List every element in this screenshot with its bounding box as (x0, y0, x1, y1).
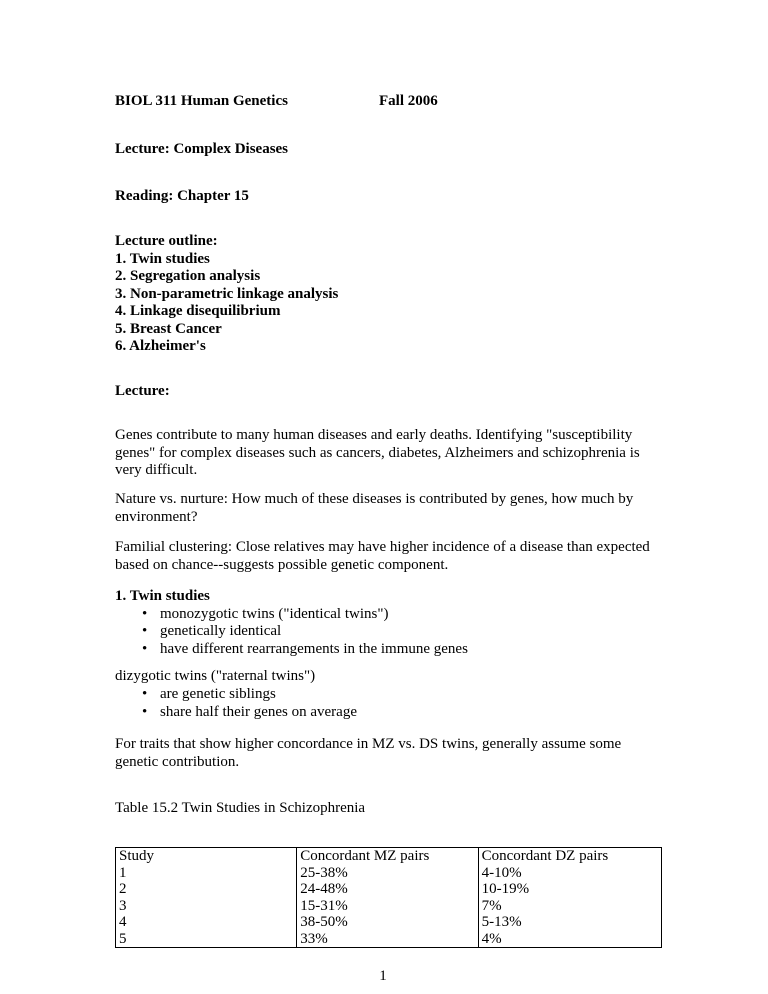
table-cell-value: 24-48% (300, 881, 348, 897)
outline-heading: Lecture outline: (115, 233, 218, 249)
bullet-item: • share half their genes on average (142, 704, 660, 722)
lecture-title: Lecture: Complex Diseases (115, 141, 289, 157)
outline-item: 6. Alzheimer's (115, 338, 206, 354)
table-cell (297, 848, 478, 948)
bullet-item: • genetically identical (142, 623, 660, 641)
table-cell (116, 848, 297, 948)
table-cell-value: 3 (119, 897, 127, 914)
section-twin-studies (115, 588, 660, 658)
table-cell-value: 25-38% (300, 864, 348, 881)
table-cell-value: 10-19% (481, 881, 530, 897)
course-title: BIOL 311 Human Genetics (115, 93, 288, 109)
table-cell-value: 7% (481, 897, 502, 914)
dz-bullet-list (115, 686, 660, 721)
table-cell-value: 5-13% (481, 914, 522, 930)
paragraph-2: Nature vs. nurture: How much of these diseases is contributed by genes, how much by environment? (115, 491, 634, 525)
paragraph-1: Genes contribute to many human diseases and early deaths. Identifying "susceptibility genes" for complex diseases such as cancers, diabetes, Alzheimers and schizophrenia is very difficult. (115, 427, 640, 478)
outline-list (115, 251, 660, 356)
outline-item: 2. Segregation analysis (115, 268, 261, 284)
mz-bullet-list (115, 606, 660, 659)
outline-item: 5. Breast Cancer (115, 320, 222, 337)
outline-item: 4. Linkage disequilibrium (115, 303, 281, 319)
dz-block (115, 668, 660, 686)
term-label: Fall 2006 (379, 93, 438, 109)
paragraph-3: Familial clustering: Close relatives may have higher incidence of a disease than expected based on chance--suggests possible genetic component. (115, 539, 650, 573)
section-heading: 1. Twin studies (115, 588, 210, 604)
table-cell-value: 4% (481, 930, 502, 947)
document-header (115, 93, 675, 110)
bullet-item: • have different rearrangements in the immune genes (142, 641, 660, 659)
table-header-dz: Concordant DZ pairs (481, 848, 609, 864)
lecture-outline (115, 233, 660, 356)
table-cell-value: 1 (119, 864, 127, 881)
table-cell-value: 38-50% (300, 914, 348, 930)
table-caption: Table 15.2 Twin Studies in Schizophrenia (115, 800, 366, 816)
outline-item: 3. Non-parametric linkage analysis (115, 285, 339, 302)
page-number: 1 (379, 968, 387, 984)
table-row (116, 848, 662, 948)
dz-intro: dizygotic twins ("raternal twins") (115, 668, 316, 684)
table-header-study: Study (119, 848, 155, 864)
table-header-mz: Concordant MZ pairs (300, 848, 430, 864)
dz-bullets-block (115, 686, 660, 721)
bullet-item: • monozygotic twins ("identical twins") (142, 606, 660, 624)
lecture-heading: Lecture: (115, 383, 170, 399)
table-cell-value: 4-10% (481, 864, 522, 881)
table-cell-value: 15-31% (300, 897, 348, 914)
conclusion-paragraph: For traits that show higher concordance in MZ vs. DS twins, generally assume some genetic contribution. (115, 736, 622, 770)
table-cell-value: 2 (119, 881, 127, 897)
table-cell-value: 4 (119, 914, 127, 930)
outline-item: 1. Twin studies (115, 250, 210, 267)
bullet-item: • are genetic siblings (142, 686, 660, 704)
reading-line: Reading: Chapter 15 (115, 188, 249, 204)
table-cell-value: 33% (300, 930, 328, 947)
table-cell (478, 848, 661, 948)
table-cell-value: 5 (119, 930, 127, 947)
schizophrenia-twin-table (115, 847, 662, 948)
